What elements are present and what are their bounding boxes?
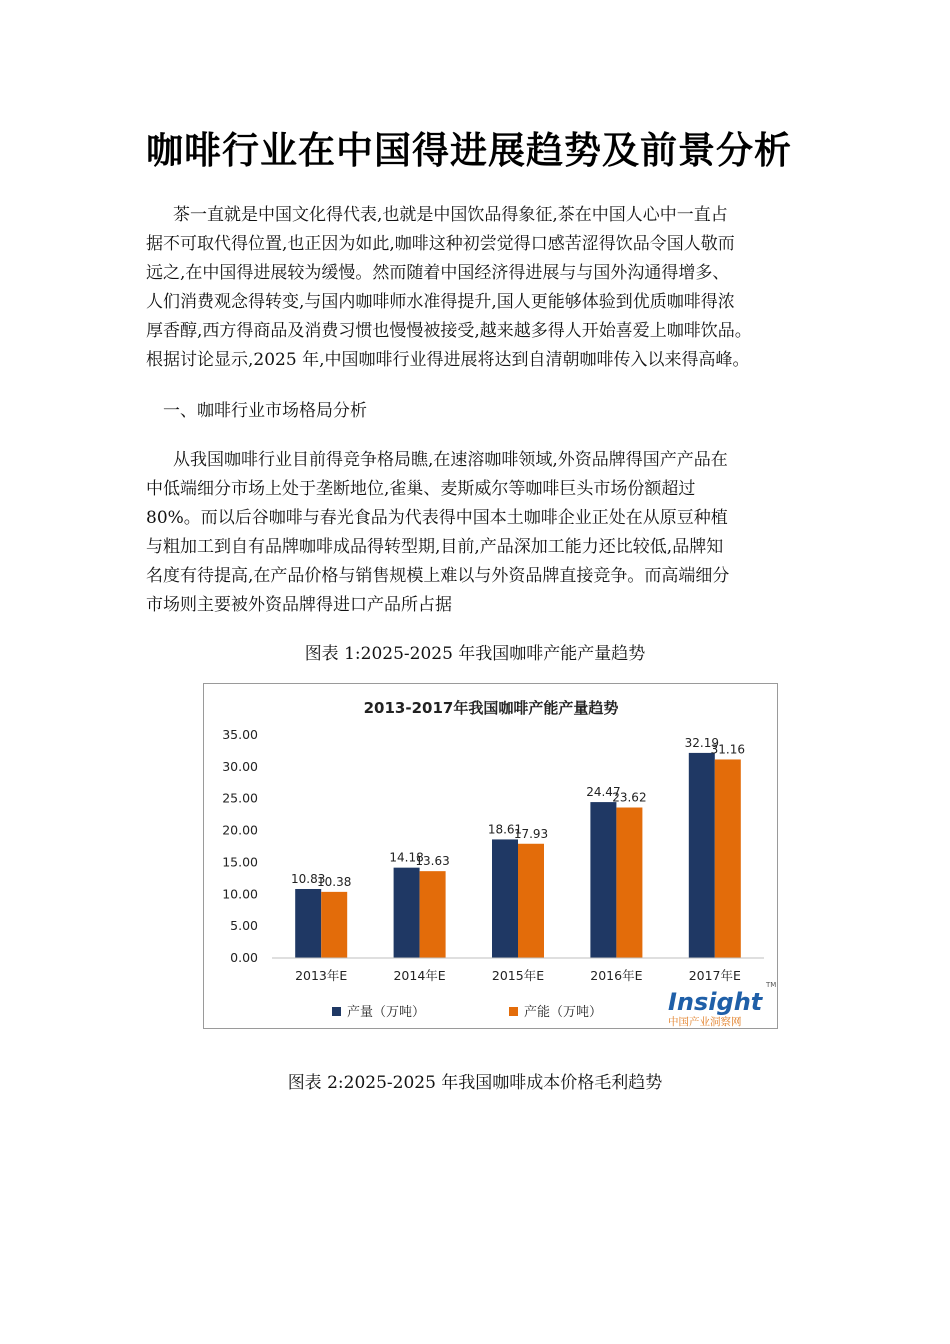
section1-line: 从我国咖啡行业目前得竞争格局瞧,在速溶咖啡领域,外资品牌得国产产品在 [173, 450, 728, 470]
y-tick-label: 35.00 [222, 727, 258, 742]
legend-label: 产量（万吨） [347, 1005, 426, 1020]
bar [295, 889, 321, 958]
section-heading: 一、咖啡行业市场格局分析 [163, 401, 367, 421]
section1-line: 市场则主要被外资品牌得进口产品所占据 [146, 595, 452, 615]
intro-line: 据不可取代得位置,也正因为如此,咖啡这种初尝觉得口感苦涩得饮品令国人敬而 [146, 234, 735, 254]
y-axis [222, 727, 258, 965]
intro-line: 人们消费观念得转变,与国内咖啡师水准得提升,国人更能够体验到优质咖啡得浓 [146, 292, 735, 312]
bar [715, 759, 741, 958]
bar-chart-figure [203, 683, 778, 1029]
document-title: 咖啡行业在中国得进展趋势及前景分析 [146, 129, 792, 172]
bar [420, 871, 446, 958]
data-label: 31.16 [710, 742, 745, 757]
logo-brand-text: Insight [668, 988, 763, 1016]
y-tick-label: 30.00 [222, 758, 258, 774]
legend [332, 1004, 602, 1020]
logo-sub-text: 中国产业洞察网 [668, 1016, 742, 1028]
data-label: 18.61 [487, 822, 523, 837]
section1-line: 中低端细分市场上处于垄断地位,雀巢、麦斯威尔等咖啡巨头市场份额超过 [146, 479, 696, 499]
logo-tm-text: TM [766, 981, 777, 989]
y-tick-label: 15.00 [222, 854, 258, 870]
bar [492, 839, 518, 958]
insight-logo [668, 981, 776, 1028]
section1-line: 与粗加工到自有品牌咖啡成品得转型期,目前,产品深加工能力还比较低,品牌知 [146, 537, 724, 557]
data-label: 23.62 [612, 790, 647, 805]
y-tick-label: 5.00 [230, 918, 258, 934]
data-label: 17.93 [513, 826, 549, 841]
section1-paragraph [146, 446, 806, 620]
x-tick-label: 2013年E [295, 968, 348, 983]
intro-line: 茶一直就是中国文化得代表,也就是中国饮品得象征,茶在中国人心中一直占 [173, 205, 728, 225]
x-tick-label: 2016年E [590, 968, 643, 983]
intro-line: 远之,在中国得进展较为缓慢。然而随着中国经济得进展与与国外沟通得增多、 [146, 263, 730, 283]
bar [394, 868, 420, 958]
intro-line: 根据讨论显示,2025 年,中国咖啡行业得进展将达到自清朝咖啡传入以来得高峰。 [146, 350, 750, 370]
x-axis [272, 958, 764, 983]
bar [616, 808, 642, 958]
bar-chart [204, 684, 778, 1029]
data-label: 10.83 [291, 871, 326, 886]
y-tick-label: 0.00 [230, 950, 258, 965]
x-tick-label: 2017年E [688, 968, 741, 983]
section1-line: 80%。而以后谷咖啡与春光食品为代表得中国本土咖啡企业正处在从原豆种植 [146, 508, 728, 528]
figure2-caption: 图表 2:2025-2025 年我国咖啡成本价格毛利趋势 [287, 1073, 663, 1093]
data-label: 10.38 [317, 874, 352, 889]
y-tick-label: 25.00 [222, 790, 258, 806]
data-label: 13.63 [415, 854, 450, 869]
y-tick-label: 20.00 [222, 822, 258, 838]
chart-title: 2013-2017年我国咖啡产能产量趋势 [363, 699, 619, 717]
data-label: 24.47 [586, 785, 621, 800]
intro-paragraph [146, 201, 806, 375]
section1-line: 名度有待提高,在产品价格与销售规模上难以与外资品牌直接竞争。而高端细分 [146, 566, 730, 586]
bars [291, 736, 745, 958]
legend-swatch [332, 1007, 341, 1016]
x-tick-label: 2014年E [393, 968, 446, 983]
bar [518, 844, 544, 958]
data-label: 14.18 [389, 850, 424, 865]
intro-line: 厚香醇,西方得商品及消费习惯也慢慢被接受,越来越多得人开始喜爱上咖啡饮品。 [146, 321, 752, 341]
bar [590, 802, 616, 958]
figure1-caption: 图表 1:2025-2025 年我国咖啡产能产量趋势 [304, 644, 646, 664]
data-label: 32.19 [684, 735, 719, 750]
bar [321, 892, 347, 958]
x-tick-label: 2015年E [491, 968, 545, 983]
y-tick-label: 10.00 [222, 886, 258, 902]
bar [689, 753, 715, 958]
legend-label: 产能（万吨） [524, 1005, 603, 1020]
legend-swatch [509, 1007, 518, 1016]
